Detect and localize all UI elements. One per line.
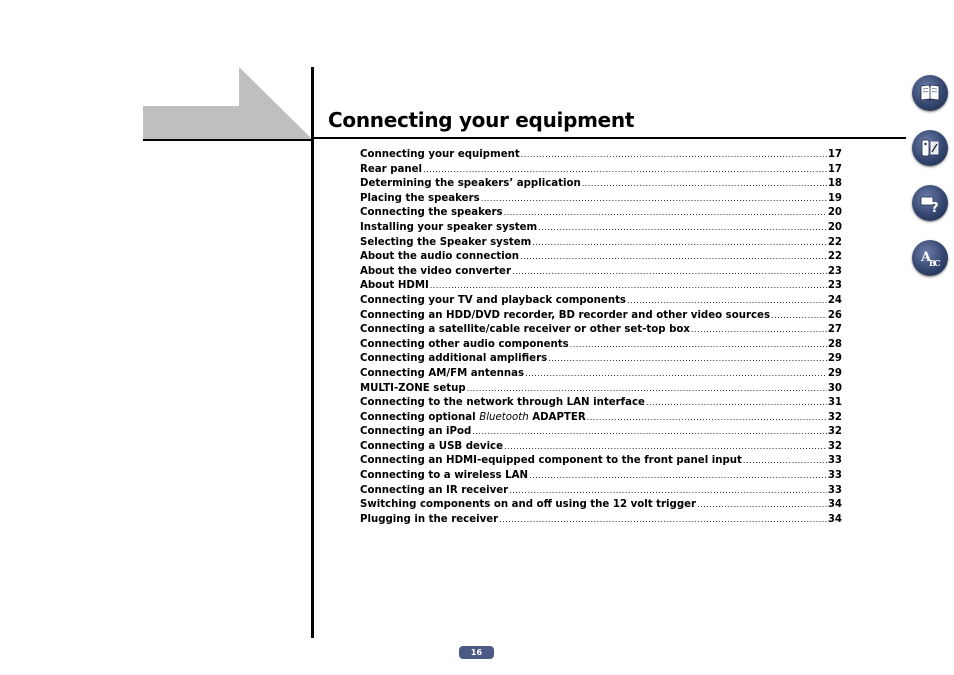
svg-text:A: A — [921, 250, 932, 265]
toc-entry[interactable] — [360, 177, 842, 192]
toc-entry[interactable] — [360, 309, 842, 324]
toc-leader-dots — [627, 294, 827, 309]
toc-entry[interactable] — [360, 498, 842, 513]
toc-page-number: 26 — [827, 309, 842, 321]
side-button-index[interactable] — [912, 240, 948, 276]
toc-page-number: 17 — [827, 163, 842, 175]
svg-text:?: ? — [931, 201, 939, 215]
toc-leader-dots — [499, 513, 827, 528]
toc-leader-dots — [697, 498, 827, 513]
toc-entry-title: Determining the speakers’ application — [360, 178, 581, 190]
toc-page-number: 33 — [827, 455, 842, 467]
toc-entry[interactable] — [360, 396, 842, 411]
toc-page-number: 23 — [827, 280, 842, 292]
divider-title — [314, 137, 906, 139]
toc-page-number: 18 — [827, 178, 842, 190]
toc-entry-title — [360, 411, 586, 426]
toc-leader-dots — [582, 177, 827, 192]
toc-entry-title: Connecting to a wireless LAN — [360, 470, 529, 482]
toc-leader-dots — [504, 206, 827, 221]
toc-entry-title: Connecting to the network through LAN interface — [360, 397, 645, 409]
toc-page-number: 34 — [827, 513, 842, 525]
toc-entry-title: About the audio connection — [360, 251, 519, 263]
table-of-contents — [360, 148, 842, 527]
toc-leader-dots — [521, 148, 827, 163]
toc-entry-title: Connecting a USB device — [360, 440, 504, 452]
toc-entry-title: Connecting additional amplifiers — [360, 353, 548, 365]
toc-page-number: 23 — [827, 265, 842, 277]
troubleshooting-icon — [918, 191, 942, 215]
toc-entry[interactable] — [360, 192, 842, 207]
toc-leader-dots — [570, 338, 827, 353]
toc-page-number: 20 — [827, 221, 842, 233]
book-icon — [918, 81, 942, 105]
toc-page-number: 29 — [827, 353, 842, 365]
divider-left — [143, 139, 312, 141]
toc-page-number: 34 — [827, 499, 842, 511]
toc-leader-dots — [771, 309, 827, 324]
toc-entry[interactable] — [360, 338, 842, 353]
svg-text:B: B — [929, 258, 936, 268]
toc-leader-dots — [532, 236, 827, 251]
toc-entry[interactable] — [360, 206, 842, 221]
toc-entry[interactable] — [360, 148, 842, 163]
toc-entry[interactable] — [360, 513, 842, 528]
toc-entry[interactable] — [360, 469, 842, 484]
chapter-tab-arrow — [239, 67, 312, 139]
toc-entry-title: Connecting other audio components — [360, 338, 569, 350]
toc-page-number: 28 — [827, 338, 842, 350]
toc-entry-title: About the video converter — [360, 265, 511, 277]
toc-entry-title: Connecting AM/FM antennas — [360, 367, 525, 379]
toc-leader-dots — [467, 382, 827, 397]
toc-entry-title: Switching components on and off using the 12 volt trigger — [360, 499, 697, 511]
toc-entry-title-italic: Bluetooth — [479, 411, 529, 423]
toc-page-number: 20 — [827, 207, 842, 219]
toc-entry[interactable] — [360, 236, 842, 251]
toc-leader-dots — [743, 454, 827, 469]
toc-entry[interactable] — [360, 484, 842, 499]
toc-leader-dots — [481, 192, 827, 207]
toc-leader-dots — [646, 396, 827, 411]
toc-leader-dots — [538, 221, 827, 236]
toc-entry[interactable] — [360, 163, 842, 178]
toc-page-number: 24 — [827, 294, 842, 306]
toc-entry-title: Connecting your TV and playback components — [360, 294, 626, 306]
toc-page-number: 22 — [827, 251, 842, 263]
toc-entry-title: MULTI-ZONE setup — [360, 382, 466, 394]
toc-entry-title: Plugging in the receiver — [360, 513, 499, 525]
toc-leader-dots — [472, 425, 827, 440]
toc-page-number: 31 — [827, 397, 842, 409]
toc-page-number: 30 — [827, 382, 842, 394]
toc-leader-dots — [423, 163, 827, 178]
toc-entry[interactable] — [360, 382, 842, 397]
side-button-contents[interactable] — [912, 75, 948, 111]
toc-leader-dots — [548, 352, 827, 367]
toc-entry[interactable] — [360, 425, 842, 440]
toc-entry-title: Rear panel — [360, 163, 423, 175]
page-number-badge: 16 — [459, 646, 494, 659]
toc-page-number: 17 — [827, 149, 842, 160]
toc-entry[interactable] — [360, 294, 842, 309]
toc-entry-title: Connecting the speakers — [360, 207, 503, 219]
toc-leader-dots — [525, 367, 827, 382]
toc-leader-dots — [691, 323, 827, 338]
toc-entry-title: Connecting a satellite/cable receiver or other set-top box — [360, 324, 690, 336]
toc-entry[interactable] — [360, 352, 842, 367]
toc-entry-title: Connecting an iPod — [360, 426, 472, 438]
toc-entry[interactable] — [360, 367, 842, 382]
toc-entry[interactable] — [360, 323, 842, 338]
side-button-remote[interactable] — [912, 130, 948, 166]
toc-entry-title: Connecting an HDD/DVD recorder, BD recorder and other video sources — [360, 309, 771, 321]
divider-vertical — [311, 67, 314, 638]
toc-entry-title: Placing the speakers — [360, 192, 480, 204]
remote-settings-icon — [918, 136, 942, 160]
toc-page-number: 32 — [827, 440, 842, 452]
toc-entry[interactable] — [360, 265, 842, 280]
chapter-tab — [143, 106, 239, 139]
toc-leader-dots — [430, 279, 827, 294]
toc-page-number: 33 — [827, 470, 842, 482]
toc-entry-title: About HDMI — [360, 280, 429, 292]
toc-entry-title: Connecting an IR receiver — [360, 484, 509, 496]
toc-entry[interactable] — [360, 250, 842, 265]
toc-entry[interactable] — [360, 440, 842, 455]
toc-entry-title: Connecting an HDMI-equipped component to the front panel input — [360, 455, 742, 467]
toc-entry[interactable] — [360, 279, 842, 294]
index-icon — [918, 246, 942, 270]
toc-entry-title-part: ADAPTER — [528, 411, 586, 423]
toc-page-number: 32 — [827, 411, 842, 423]
page-title: Connecting your equipment — [328, 108, 635, 132]
toc-page-number: 29 — [827, 367, 842, 379]
toc-entry-title-part: Connecting optional — [360, 411, 480, 423]
toc-leader-dots — [504, 440, 827, 455]
toc-leader-dots — [512, 265, 827, 280]
toc-page-number: 22 — [827, 236, 842, 248]
toc-leader-dots — [587, 411, 827, 426]
toc-entry-title: Installing your speaker system — [360, 221, 538, 233]
toc-page-number: 32 — [827, 426, 842, 438]
toc-page-number: 33 — [827, 484, 842, 496]
toc-page-number: 27 — [827, 324, 842, 336]
toc-entry[interactable] — [360, 411, 842, 426]
toc-entry-title: Connecting your equipment — [360, 149, 520, 160]
toc-entry[interactable] — [360, 454, 842, 469]
toc-leader-dots — [509, 484, 827, 499]
toc-leader-dots — [520, 250, 827, 265]
toc-page-number: 19 — [827, 192, 842, 204]
side-button-troubleshooting[interactable] — [912, 185, 948, 221]
toc-entry[interactable] — [360, 221, 842, 236]
svg-text:C: C — [934, 258, 941, 268]
toc-leader-dots — [529, 469, 827, 484]
toc-entry-title: Selecting the Speaker system — [360, 236, 532, 248]
